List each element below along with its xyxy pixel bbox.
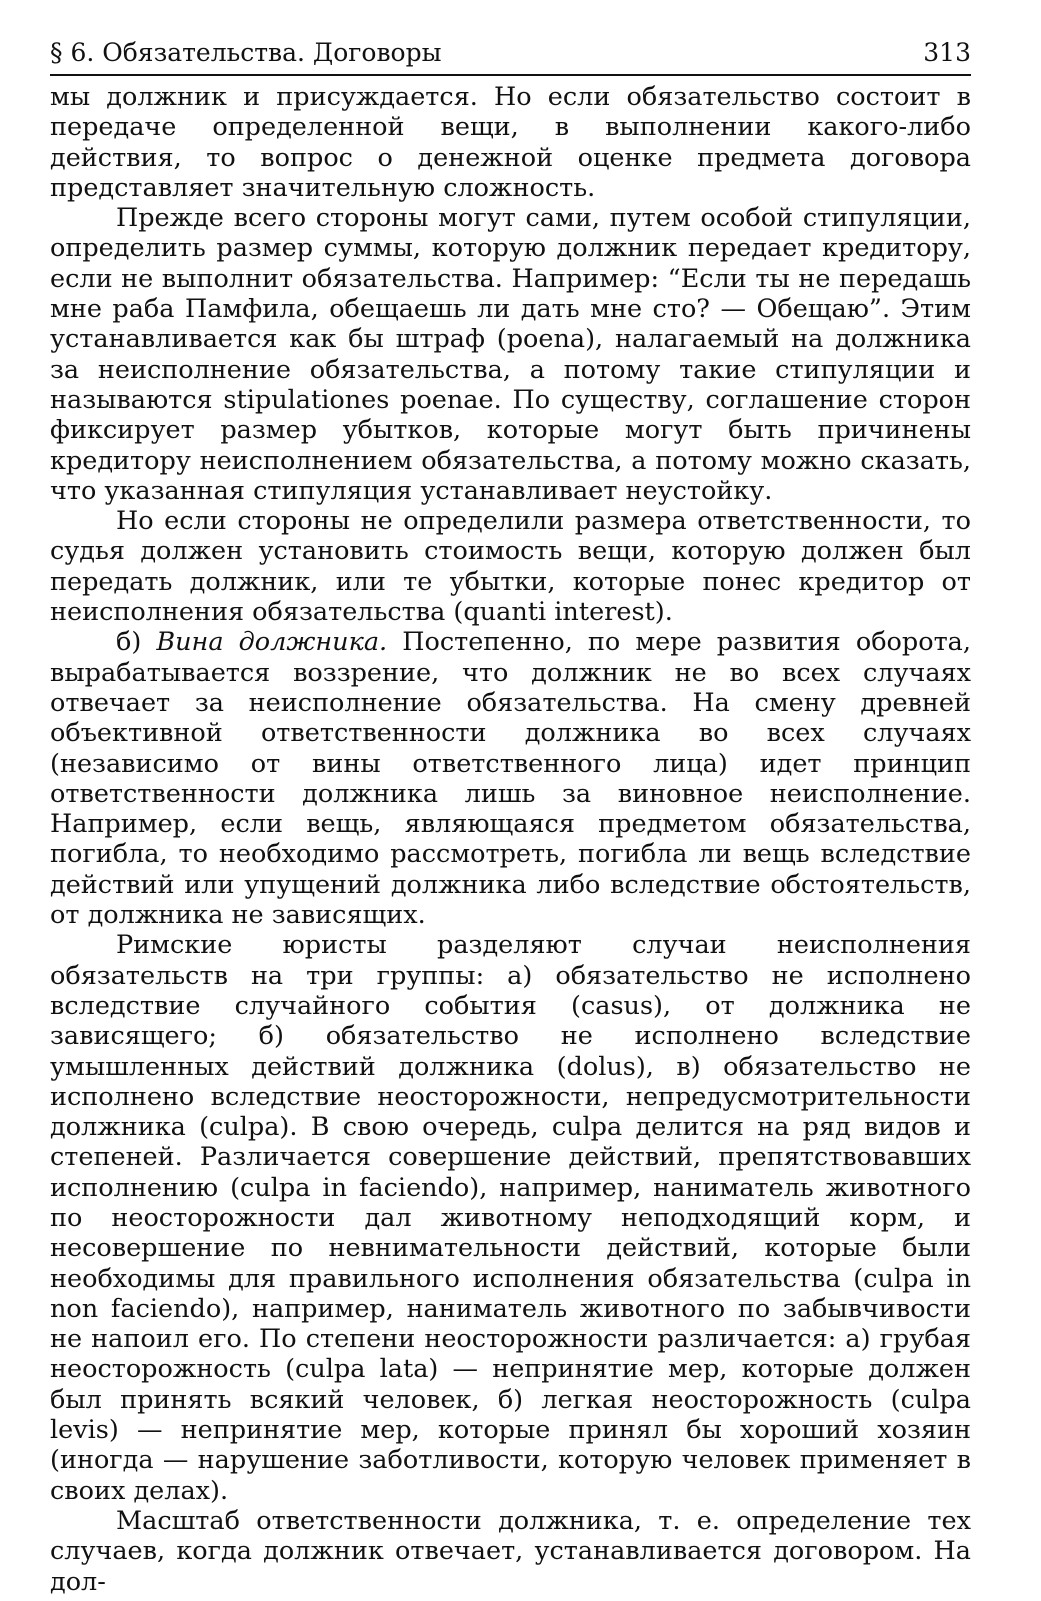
body-text [50, 82, 971, 1597]
running-head [50, 38, 971, 76]
subsection-heading: Вина должника. [156, 627, 388, 658]
paragraph-debtor-fault [50, 627, 971, 930]
page-number: 313 [923, 38, 971, 67]
list-marker: б) [116, 627, 157, 658]
paragraph-judge: Но если стороны не определили размера ответственности, то судья должен установить стоимость вещи, которую должен был передать должник, или те убытки, которые понес кредитор от неисполнения обязательства (quanti interest). [50, 506, 971, 628]
paragraph-stipulation: Прежде всего стороны могут сами, путем особой стипуляции, определить размер суммы, которую должник передает кредитору, если не выполнит обязательства. Например: “Если ты не передашь мне раба Памфила, обещаешь ли дать мне сто? — Обещаю”. Этим устанавливается как бы штраф (poena), налагаемый на должника за неисполнение обязательства, а потому такие стипуляции и называются stipulationes poenae. По существу, соглашение сторон фиксирует размер убытков, которые могут быть причинены кредитору неисполнением обязательства, а потому можно сказать, что указанная стипуляция устанавливает неустойку. [50, 203, 971, 506]
paragraph-roman-jurists: Римские юристы разделяют случаи неисполнения обязательств на три группы: а) обязательство не исполнено вследствие случайного события (casus), от должника не зависящего; б) обязательство не исполнено вследствие умышленных действий должника (dolus), в) обязательство не исполнено вследствие неосторожности, непредусмотрительности должника (culpa). В свою очередь, culpa делится на ряд видов и степеней. Различается совершение действий, препятствовавших исполнению (culpa in faciendo), например, наниматель животного по неосторожности дал животному неподходящий корм, и несовершение по невнимательности действий, которые были необходимы для правильного исполнения обязательства (culpa in non faciendo), например, наниматель животного по забывчивости не напоил его. По степени неосторожности различается: а) грубая неосторожность (culpa lata) — непринятие мер, которые должен был принять всякий человек, б) легкая неосторожность (culpa levis) — непринятие мер, которые принял бы хороший хозяин (иногда — нарушение заботливости, которую человек применяет в своих делах). [50, 930, 971, 1506]
section-title: § 6. Обязательства. Договоры [50, 38, 442, 67]
paragraph-text: Постепенно, по мере развития оборота, вырабатывается воззрение, что должник не во всех случаях отвечает за неисполнение обязательства. На смену древней объективной ответственности должника во всех случаях (независимо от вины ответственного лица) идет принцип ответственности должника лишь за виновное неисполнение. Например, если вещь, являющаяся предметом обязательства, погибла, то необходимо рассмотреть, погибла ли вещь вследствие действий или упущений должника либо вследствие обстоятельств, от должника не зависящих. [50, 627, 971, 931]
paragraph-liability-scale: Масштаб ответственности должника, т. е. определение тех случаев, когда должник отвечает, устанавливается договором. На дол- [50, 1505, 971, 1597]
paragraph-continuation: мы должник и присуждается. Но если обязательство состоит в передаче определенной вещи, в выполнении какого-либо действия, то вопрос о денежной оценке предмета договора представляет значительную сложность. [50, 82, 971, 203]
